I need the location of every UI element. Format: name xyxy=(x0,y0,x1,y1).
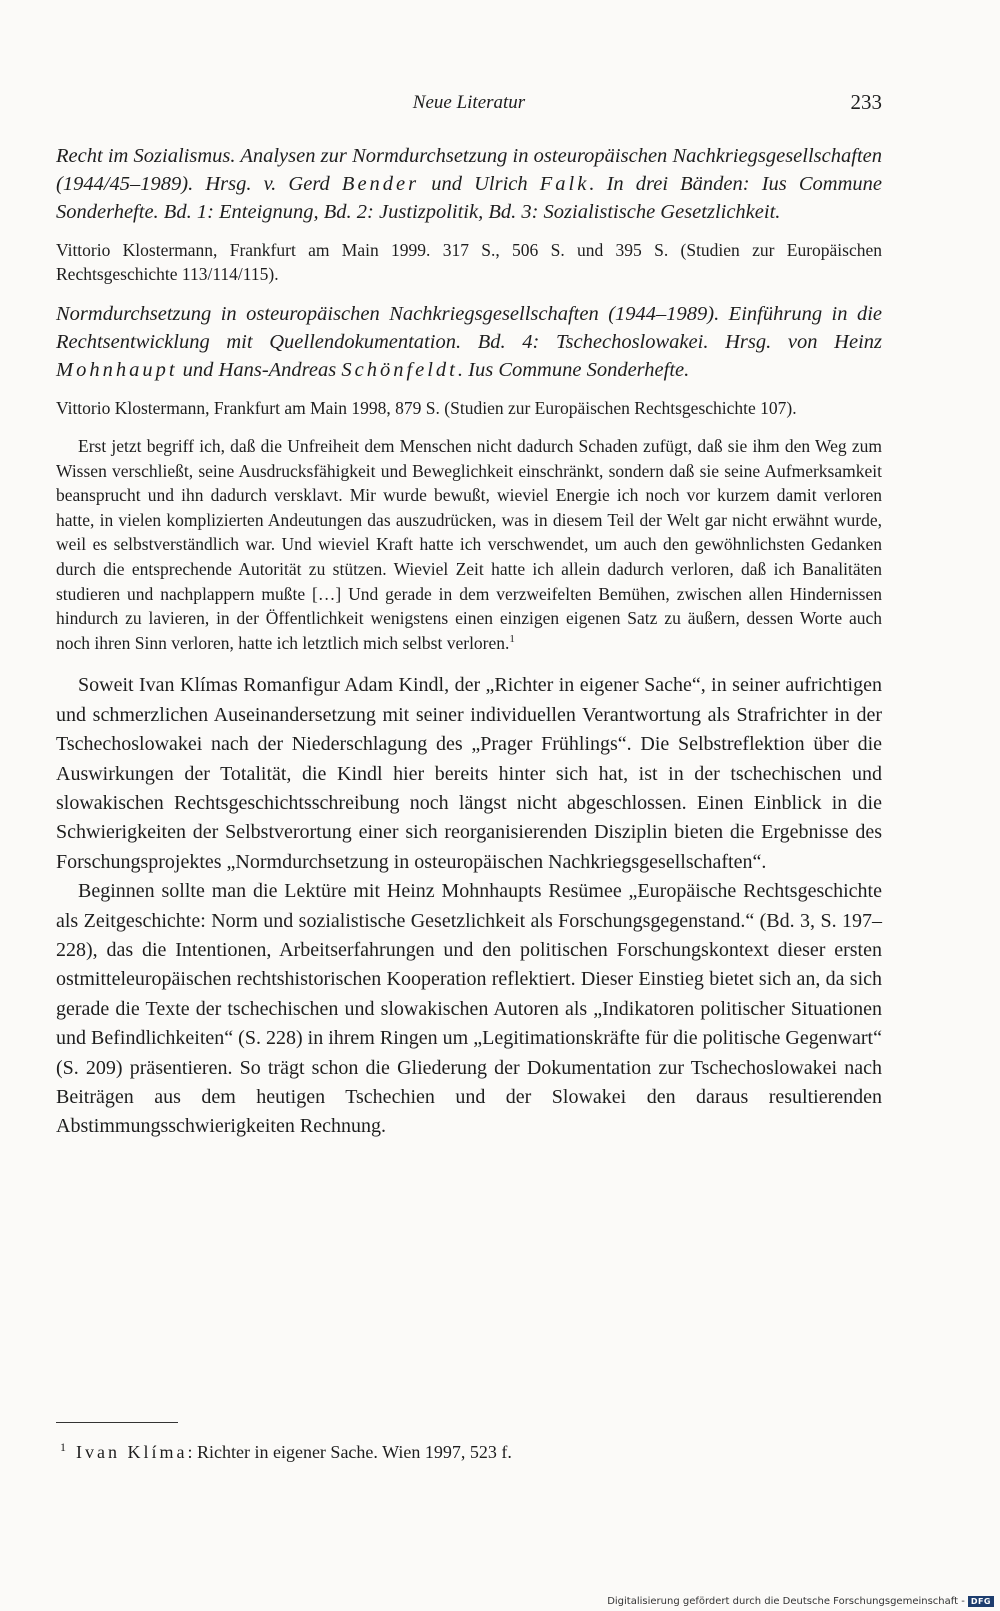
page-header xyxy=(56,92,882,122)
main-content xyxy=(56,142,882,1142)
title-text: Normdurchsetzung in osteuropäischen Nachkriegsgesellschaften (1944–1989). Einführung in die Rechtsentwicklung mit Quellendokumentation. Bd. 4: Tschechoslowakei. Hrsg. von Heinz xyxy=(56,303,882,353)
editor-surname: Bender xyxy=(341,173,420,195)
editor-first-name: Gerd xyxy=(288,173,342,195)
footnote-citation: : Richter in eigener Sache. Wien 1997, 523 f. xyxy=(187,1442,512,1462)
body-paragraph: Soweit Ivan Klímas Romanfigur Adam Kindl, der „Richter in eigener Sache“, in seiner aufrichtigen und schmerzlichen Auseinandersetzung mit seiner individuellen Verantwortung als Strafrichter in der Tschechoslowakei nach der Niederschlagung des „Prager Frühlings“. Die Selbstreflektion über die Auswirkungen der Totalität, die Kindl hier bereits hinter sich hat, ist in der tschechischen und slowakischen Rechtsgeschichtsschreibung noch längst nicht abgeschlossen. Einen Einblick in die Schwierigkeiten der Selbstverortung einer sich reorganisierenden Disziplin bieten die Ergebnisse des Forschungsprojektes „Normdurchsetzung in osteuropäischen Nachkriegsgesellschaften“. xyxy=(56,674,882,873)
reference-publisher: Vittorio Klostermann, Frankfurt am Main 1999. 317 S., 506 S. und 395 S. (Studien zur Europäischen Rechtsgeschichte 113/114/115). xyxy=(56,240,882,284)
digitization-footer xyxy=(607,1596,994,1607)
editor-surname: Mohnhaupt xyxy=(56,359,178,381)
reference-title xyxy=(56,142,882,226)
footnote-divider xyxy=(56,1422,178,1423)
reference-entry xyxy=(56,142,882,286)
dfg-logo-icon: DFG xyxy=(968,1596,994,1607)
editor-surname: Schönfeldt xyxy=(341,359,458,381)
footer-text: Digitalisierung gefördert durch die Deutsche Forschungsgemeinschaft - xyxy=(607,1596,965,1607)
title-text: . In drei Bänden: Ius Commune Sonderhefte. Bd. 1: Enteignung, Bd. 2: Justizpolitik, Bd. 3: Sozialistische Gesetzlichkeit. xyxy=(56,173,883,223)
page-number: 233 xyxy=(850,90,882,114)
footnote-text xyxy=(76,1442,512,1462)
title-text: . Ius Commune Sonderhefte. xyxy=(457,359,690,381)
body-paragraph: Beginnen sollte man die Lektüre mit Heinz Mohnhaupts Resümee „Europäische Rechtsgeschichte als Zeitgeschichte: Norm und sozialistische Gesetzlichkeit als Forschungsgegenstand.“ (Bd. 3, S. 197–228), das die Intentionen, Arbeitserfahrungen und den politischen Forschungskontext dieser ersten ostmitteleuropäischen rechtshistorischen Kooperation reflektiert. Dieser Einstieg bietet sich an, da sich gerade die Texte der tschechischen und slowakischen Autoren als „Indikatoren politischer Situationen und Befindlichkeiten“ (S. 228) in ihrem Ringen um „Legitimationskräfte für die politische Gegenwart“ (S. 209) präsentieren. So trägt schon die Gliederung der Dokumentation zur Tschechoslowakei nach Beiträgen aus dem heutigen Tschechien und der Slowakei den daraus resultierenden Abstimmungsschwierigkeiten Rechnung. xyxy=(56,880,882,1138)
title-text: Recht im Sozialismus. Analysen zur Normdurchsetzung in osteuropäischen Nachkriegsgesellschaften (1944/45–1989). Hrsg. v. xyxy=(56,145,882,195)
footnote-reference: 1 xyxy=(509,632,515,645)
running-head: Neue Literatur xyxy=(412,92,526,113)
editor-first-name: Ulrich xyxy=(474,173,540,195)
footnote-number: 1 xyxy=(60,1440,66,1454)
title-text: und xyxy=(419,173,475,195)
reference-publisher: Vittorio Klostermann, Frankfurt am Main 1998, 879 S. (Studien zur Europäischen Rechtsgeschichte 107). xyxy=(56,398,797,418)
title-text: und Hans-Andreas xyxy=(177,359,342,381)
footnote-author: Ivan Klíma xyxy=(76,1442,188,1462)
reference-entry xyxy=(56,300,882,420)
reference-title xyxy=(56,300,882,384)
block-quote xyxy=(56,434,882,655)
quote-text: Erst jetzt begriff ich, daß die Unfreiheit dem Menschen nicht dadurch Schaden zufügt, daß sie ihm den Weg zum Wissen verschließt, seine Ausdrucksfähigkeit und Beweglichkeit einschränkt, sondern daß sie seine Aufmerksamkeit beansprucht und ihn dadurch versklavt. Mir wurde bewußt, wieviel Energie ich noch vor kurzem damit verloren hatte, in vielen komplizierten Andeutungen das auszudrücken, was in diesem Teil der Welt gar nicht erwähnt wurde, weil es selbstverständlich war. Und wieviel Kraft hatte ich verschwendet, um auch den gewöhnlichsten Gedanken durch die entsprechende Autorität zu stützen. Wieviel Zeit hatte ich allein dadurch verloren, daß ich Banalitäten studieren und nachplappern mußte […] Und gerade in dem verzweifelten Bemühen, zwischen allen Hindernissen hindurch zu lavieren, in der Öffentlichkeit wenigstens einen einzigen eigenen Satz zu äußern, dessen Worte auch noch ihren Sinn verloren, hatte ich letztlich mich selbst verloren. xyxy=(56,436,882,653)
editor-surname: Falk xyxy=(539,173,590,195)
footnote xyxy=(56,1440,882,1464)
